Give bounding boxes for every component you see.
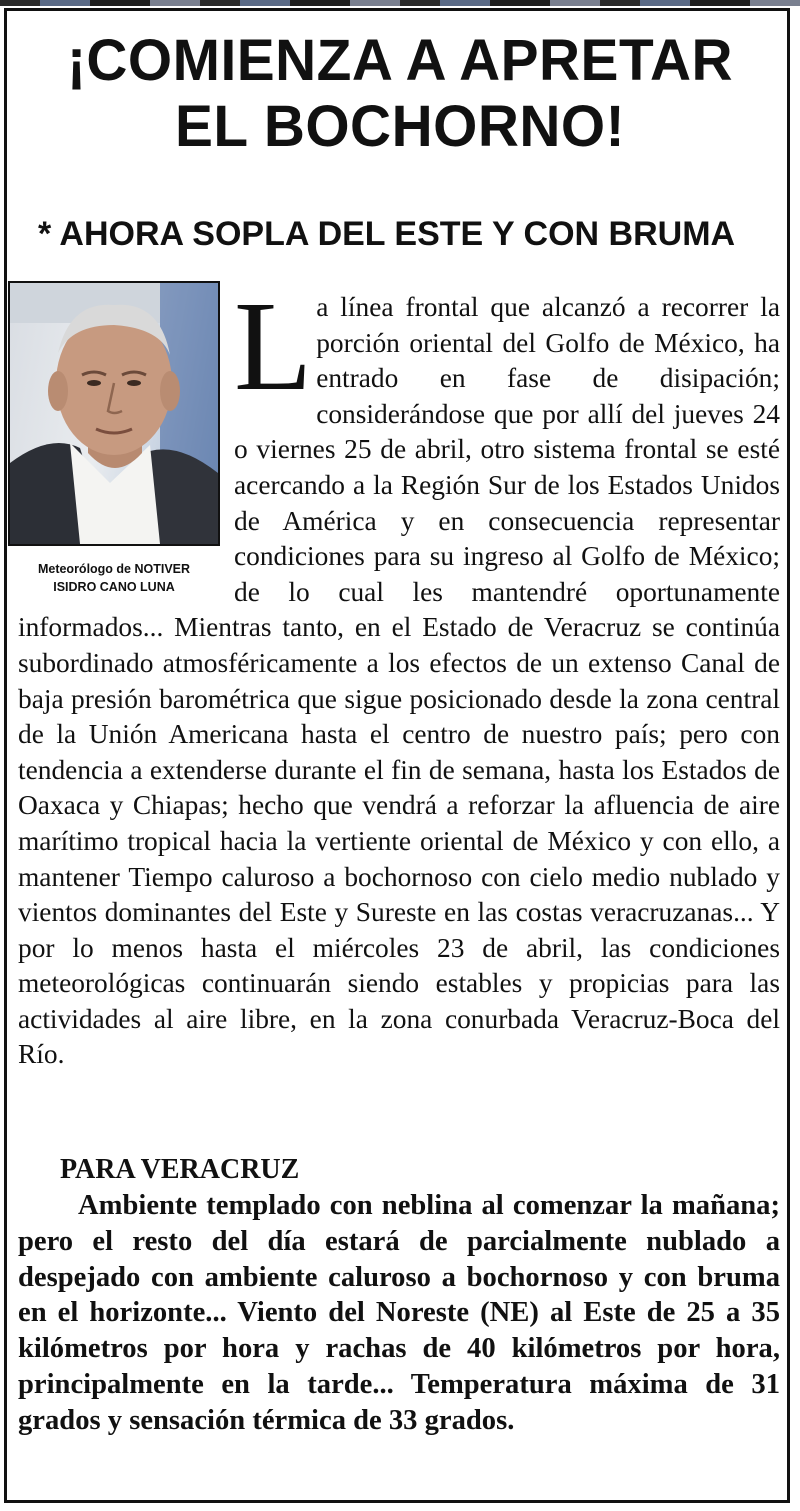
headline-line-2: EL BOCHORNO! (174, 94, 626, 159)
forecast-text: Ambiente templado con neblina al comenzar la mañana; pero el resto del día estará de parcialmente nublado a despejado con ambiente caluroso a bochornoso y con bruma en el horizonte... Viento del Noreste (NE) al Este de 25 a 35 kilómetros por hora y rachas de 40 kilómetros por hora, principalmente en la tarde... Temperatura máxima de 31 grados y sensación térmica de 33 grados. (18, 1190, 780, 1436)
subheadline: * AHORA SOPLA DEL ESTE Y CON BRUMA (38, 215, 736, 253)
headline (8, 28, 792, 160)
article-body (18, 275, 780, 1073)
top-image-strip (0, 0, 800, 6)
headline-line-1: ¡COMIENZA A APRETAR (66, 28, 734, 93)
section-title: PARA VERACRUZ (60, 1154, 300, 1185)
drop-cap: L (234, 275, 313, 417)
caption-role: Meteorólogo de NOTIVER (37, 562, 191, 576)
caption-name: ISIDRO CANO LUNA (53, 580, 175, 594)
body-text: a línea frontal que alcanzó a recorrer la porción oriental del Golfo de México, ha entrado en fase de disipación; considerándose que por allí del jueves 24 o viernes 25 de abril, otro sistema frontal se esté acercando a la Región Sur de los Estados Unidos de América y en consecuencia representar condiciones para su ingreso al Golfo de México; de lo cual les mantendré oportunamente informados... Mientras tanto, en el Estado de Veracruz se continúa subordinado atmosféricamente a los efectos de un extenso Canal de baja presión barométrica que sigue posicionado desde la zona central de la Unión Americana hasta el centro de nuestro país; pero con tendencia a extenderse durante el fin de semana, hasta los Estados de Oaxaca y Chiapas; hecho que vendrá a reforzar la afluencia de aire marítimo tropical hacia la vertiente oriental de México y con ello, a mantener Tiempo caluroso a bochornoso con cielo medio nublado y vientos dominantes del Este y Sureste en las costas veracruzanas... Y por lo menos hasta el miércoles 23 de abril, las condiciones meteorológicas continuarán siendo estables y propicias para las actividades al aire libre, en la zona conurbada Veracruz-Boca del Río. (18, 292, 780, 1070)
